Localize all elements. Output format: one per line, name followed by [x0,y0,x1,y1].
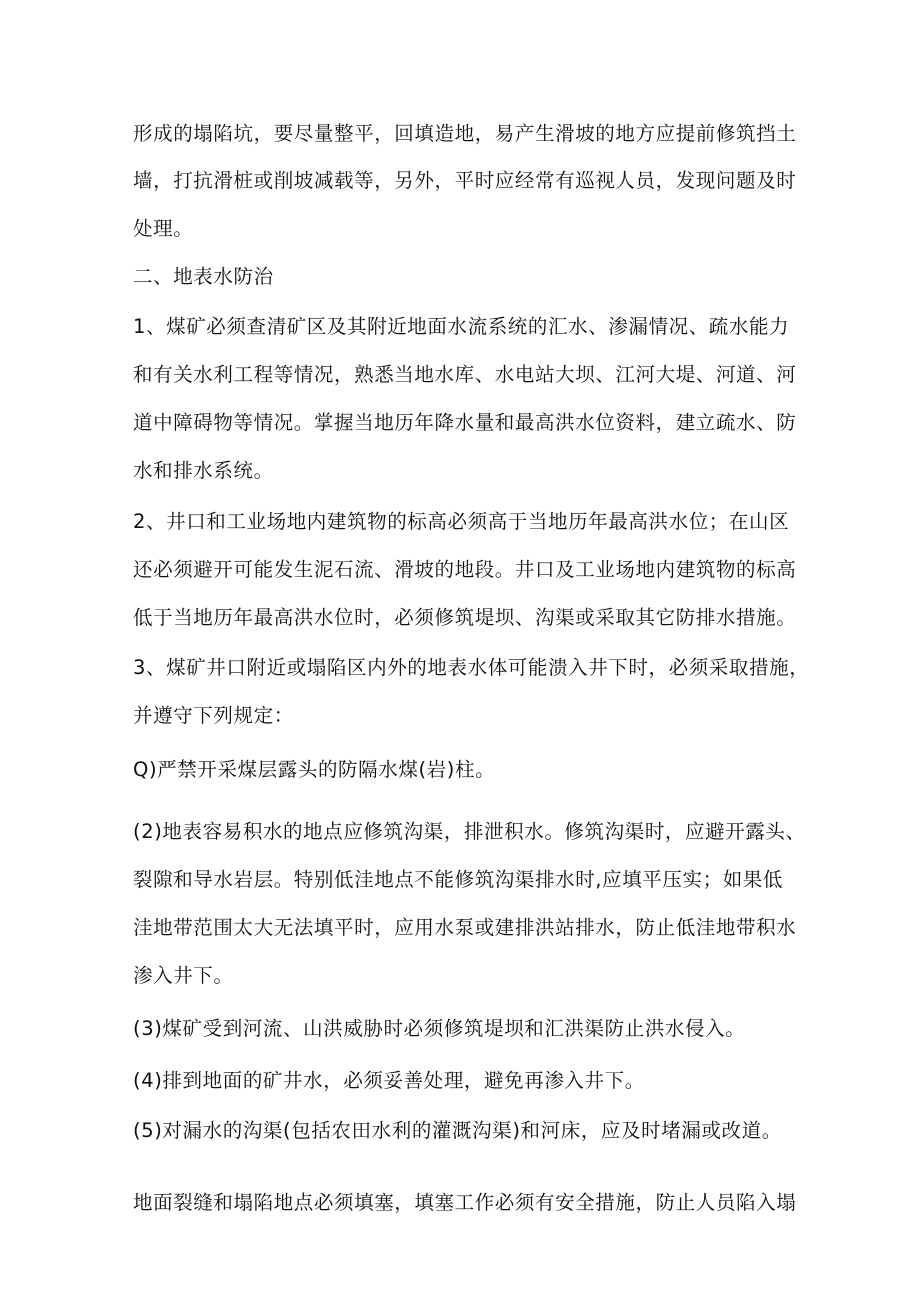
text-line: 低于当地历年最高洪水位时，必须修筑堤坝、沟渠或采取其它防排水措施。 [133,606,797,629]
list-item: (2)地表容易积水的地点应修筑沟渠，排泄积水。修筑沟渠时，应避开露头、 [133,820,806,843]
text-line: 并遵守下列规定： [133,704,294,727]
text-line: 还必须避开可能发生泥石流、滑坡的地段。井口及工业场地内建筑物的标高 [133,558,797,581]
list-item: (3)煤矿受到河流、山洪威胁时必须修筑堤坝和汇洪渠防止洪水侵入。 [133,1017,746,1040]
text-line: 1、煤矿必须查清矿区及其附近地面水流系统的汇水、渗漏情况、疏水能力 [133,315,790,338]
text-line: 墙，打抗滑桩或削坡减载等，另外，平时应经常有巡视人员，发现问题及时 [133,169,797,192]
list-item: Q)严禁开采煤层露头的防隔水煤(岩)柱。 [133,758,496,781]
text-line: 洼地带范围太大无法填平时，应用水泵或建排洪站排水，防止低洼地带积水 [133,916,797,939]
text-line: 裂隙和导水岩层。特别低洼地点不能修筑沟渠排水时,应填平压实；如果低 [133,868,783,891]
text-line: 水和排水系统。 [133,459,274,482]
text-line: 道中障碍物等情况。掌握当地历年降水量和最高洪水位资料，建立疏水、防 [133,411,797,434]
text-line: 形成的塌陷坑，要尽量整平，回填造地，易产生滑坡的地方应提前修筑挡土 [133,122,797,145]
text-line: 2、井口和工业场地内建筑物的标高必须高于当地历年最高洪水位；在山区 [133,510,790,533]
text-line: 3、煤矿井口附近或塌陷区内外的地表水体可能溃入井下时，必须采取措施， [133,656,810,679]
list-item: (4)排到地面的矿井水，必须妥善处理，避免再渗入井下。 [133,1069,645,1092]
text-line: 和有关水利工程等情况，熟悉当地水库、水电站大坝、江河大堤、河道、河 [133,363,797,386]
text-line: 处理。 [133,217,194,240]
text-line: 地面裂缝和塌陷地点必须填塞，填塞工作必须有安全措施，防止人员陷入塌 [133,1191,797,1214]
list-item: (5)对漏水的沟渠(包括农田水利的灌溉沟渠)和河床，应及时堵漏或改道。 [133,1119,782,1142]
section-heading: 二、地表水防治 [133,265,274,288]
text-line: 渗入井下。 [133,964,234,987]
